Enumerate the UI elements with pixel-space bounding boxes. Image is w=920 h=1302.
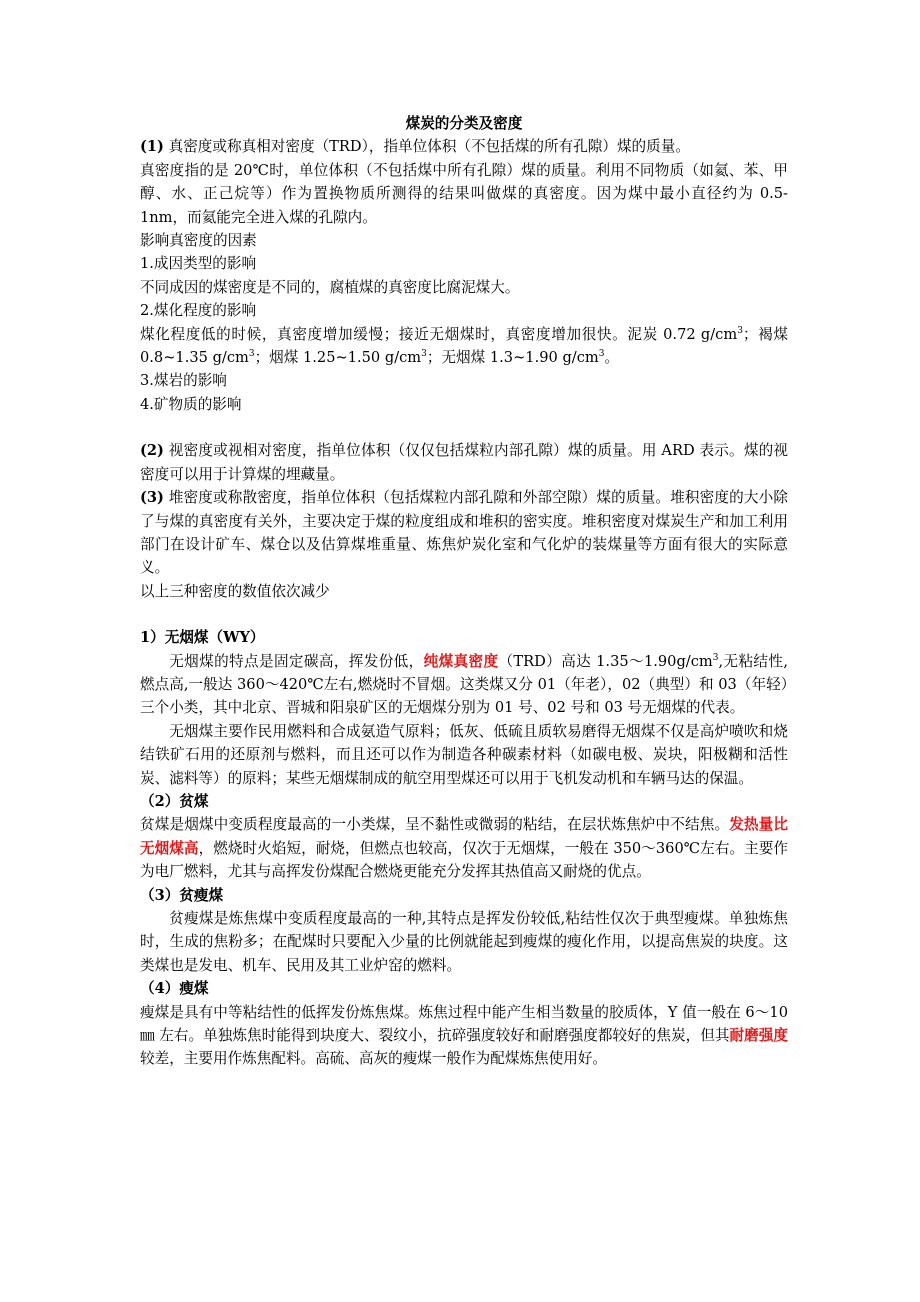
true-density-paragraph: 真密度指的是 20℃时，单位体积（不包括煤中所有孔隙）煤的质量。利用不同物质（如氦、苯、甲醇、水、正己烷等）作为置换物质所测得的结果叫做煤的真密度。因为煤中最小直径约为 0.5-1nm，而氦能完全进入煤的孔隙内。	[140, 161, 788, 226]
anthracite-paragraph-1	[140, 650, 788, 720]
lean-meager-coal-heading: （3）贫瘦煤	[140, 886, 224, 904]
lean-meager-coal-paragraph: 贫瘦煤是炼焦煤中变质程度最高的一种,其特点是挥发份较低,粘结性仅次于典型瘦煤。单独炼焦时，生成的焦粉多；在配煤时只要配入少量的比例就能起到瘦煤的瘦化作用，以提高焦炭的块度。这类煤也是发电、机车、民用及其工业炉窑的燃料。	[140, 910, 788, 974]
highlight-heating-value: 发热量比无烟煤高	[140, 816, 788, 857]
factor-2-text	[140, 323, 788, 370]
superscript: 3	[712, 652, 719, 663]
section-3-paragraph	[140, 486, 788, 580]
lean-coal-paragraph	[140, 813, 788, 883]
section-2-text: 视密度或视相对密度，指单位体积（仅仅包括煤粒内部孔隙）煤的质量。用 ARD 表示。煤的视密度可以用于计算煤的埋藏量。	[140, 442, 788, 483]
factor-3: 3.煤岩的影响	[140, 372, 227, 390]
spacer	[140, 603, 788, 626]
factors-title: 影响真密度的因素	[140, 232, 257, 250]
lean-coal-text-a: 贫煤是烟煤中变质程度最高的一小类煤，呈不黏性或微弱的粘结，在层状炼焦炉中不结焦。	[140, 816, 730, 834]
section-3-text: 堆密度或称散密度，指单位体积（包括煤粒内部孔隙和外部空隙）煤的质量。堆积密度的大小除了与煤的真密度有关外，主要决定于煤的粒度组成和堆积的密实度。堆积密度对煤炭生产和加工利用部门在设计矿车、煤仓以及估算煤堆重量、炼焦炉炭化室和气化炉的装煤量等方面有很大的实际意义。	[140, 489, 788, 577]
lean-coal-heading: （2）贫煤	[140, 792, 209, 810]
superscript: 3	[598, 349, 605, 360]
factor-2-text-b: ；褐煤 0.8~1.35 g/cm	[140, 325, 788, 367]
factor-2-text-a: 煤化程度低的时候，真密度增加缓慢；接近无烟煤时，真密度增加很快。泥炭 0.72 g/cm	[140, 325, 738, 343]
meager-coal-text-a: 瘦煤是具有中等粘结性的低挥发份炼焦煤。炼焦过程中能产生相当数量的胶质体，Y 值一般在 6～10㎜ 左右。单独炼焦时能得到块度大、裂纹小，抗碎强度较好和耐磨强度都较好的焦炭，但其	[140, 1003, 788, 1045]
lean-coal-text-b: ，燃烧时火焰短，耐烧，但燃点也较高，仅次于无烟煤，一般在 350～360℃左右。主要作为电厂燃料，尤其与高挥发份煤配合燃烧更能充分发挥其热值高又耐烧的优点。	[140, 839, 788, 881]
section-1-heading-text: 真密度或称真相对密度（TRD），指单位体积（不包括煤的所有孔隙）煤的质量。	[163, 138, 690, 156]
anthracite-text-c: ,无粘结性,燃点高,一般达 360～420℃左右,燃烧时不冒烟。这类煤又分 01（年老），02（典型）和 03（年轻）三个小类，其中北京、晋城和阳泉矿区的无烟煤分别为 01 号、02 号和 03 号无烟煤的代表。	[140, 652, 788, 717]
highlight-true-density: 纯煤真密度	[423, 652, 499, 670]
factor-1-text: 不同成因的煤密度是不同的，腐植煤的真密度比腐泥煤大。	[140, 278, 520, 296]
density-summary: 以上三种密度的数值依次减少	[140, 582, 330, 600]
section-1-number: (1)	[140, 138, 164, 156]
section-3-number: (3)	[140, 489, 164, 507]
factor-1: 1.成因类型的影响	[140, 255, 257, 273]
spacer	[140, 416, 788, 439]
meager-coal-text-b: 较差，主要用作炼焦配料。高硫、高灰的瘦煤一般作为配煤炼焦使用好。	[140, 1050, 608, 1068]
meager-coal-paragraph	[140, 1001, 788, 1071]
factor-2: 2.煤化程度的影响	[140, 302, 257, 320]
anthracite-text-b: （TRD）高达 1.35～1.90g/cm	[498, 652, 713, 670]
factor-2-text-c: ；烟煤 1.25~1.50 g/cm	[254, 349, 422, 367]
section-1-heading	[140, 135, 788, 158]
anthracite-heading: 1）无烟煤（WY）	[140, 629, 265, 647]
document-title: 煤炭的分类及密度	[405, 115, 523, 132]
section-2-paragraph	[140, 439, 788, 486]
highlight-wear-strength: 耐磨强度	[729, 1027, 788, 1045]
factor-4: 4.矿物质的影响	[140, 395, 242, 413]
factor-2-text-d: ；无烟煤 1.3~1.90 g/cm	[426, 349, 599, 367]
anthracite-text-a: 无烟煤的特点是固定碳高，挥发份低，	[169, 652, 424, 670]
section-2-number: (2)	[140, 442, 164, 460]
document-page	[140, 112, 788, 1071]
meager-coal-heading: （4）瘦煤	[140, 980, 209, 998]
anthracite-paragraph-2: 无烟煤主要作民用燃料和合成氨造气原料；低灰、低硫且质软易磨得无烟煤不仅是高炉喷吹和烧结铁矿石用的还原剂与燃料，而且还可以作为制造各种碳素材料（如碳电极、炭块，阳极糊和活性炭、滤料等）的原料；某些无烟煤制成的航空用型煤还可以用于飞机发动机和车辆马达的保温。	[140, 722, 788, 787]
superscript: 3	[248, 349, 255, 360]
superscript: 3	[421, 349, 427, 360]
superscript: 3	[737, 325, 743, 336]
factor-2-text-e: 。	[604, 349, 620, 367]
